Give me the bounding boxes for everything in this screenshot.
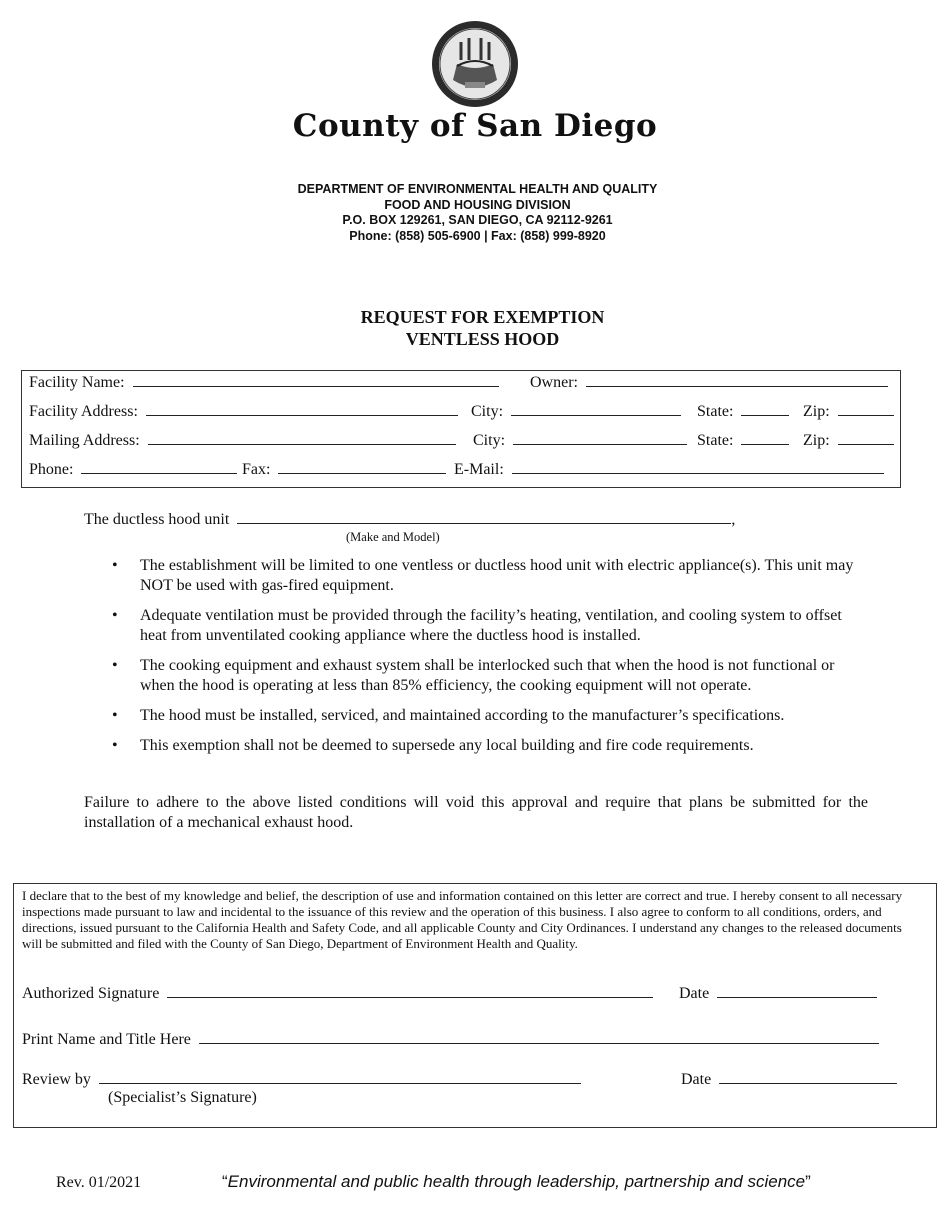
review-date-label: Date — [681, 1071, 712, 1088]
authorized-signature-field[interactable] — [167, 983, 653, 998]
print-name-label: Print Name and Title Here — [22, 1031, 191, 1048]
failure-notice: Failure to adhere to the above listed conditions will void this approval and require that plans be submitted for the installation of a mechanical exhaust hood. — [84, 794, 868, 831]
mailing-city-field[interactable] — [513, 430, 687, 445]
facility-state-field[interactable] — [741, 401, 789, 416]
form-title — [0, 306, 950, 350]
form-title-line1: REQUEST FOR EXEMPTION — [360, 307, 605, 327]
condition-item: • Adequate ventilation must be provided through the facility’s heating, ventilation, and cooling system to offset heat from unventilated cooking appliance where the ductless hood is installed. — [112, 606, 872, 646]
motto-open-quote: “ — [222, 1172, 228, 1191]
fax-label: Fax: — [242, 461, 271, 478]
division-name: FOOD AND HOUSING DIVISION — [384, 197, 571, 212]
county-seal-logo — [431, 20, 519, 108]
facility-state-label: State: — [697, 403, 734, 420]
motto-close-quote: ” — [805, 1172, 811, 1191]
make-model-caption: (Make and Model) — [346, 530, 440, 544]
email-field[interactable] — [512, 459, 884, 474]
fax-field[interactable] — [278, 459, 446, 474]
make-model-field[interactable] — [237, 509, 731, 524]
review-date-field[interactable] — [719, 1069, 897, 1084]
revision-label: Rev. 01/2021 — [56, 1174, 142, 1191]
signature-date-field[interactable] — [717, 983, 877, 998]
facility-info-box — [21, 370, 901, 488]
county-name-heading: County of San Diego — [292, 108, 658, 144]
form-title-line2: VENTLESS HOOD — [405, 329, 560, 349]
review-by-field[interactable] — [99, 1069, 581, 1084]
condition-item: • The establishment will be limited to one ventless or ductless hood unit with electric appliance(s). This unit may NOT be used with gas-fired equipment. — [112, 556, 872, 596]
declaration-box — [13, 883, 937, 1128]
signature-date-label: Date — [679, 985, 710, 1002]
ductless-hood-row: The ductless hood unit , — [84, 511, 736, 528]
motto-text: Environmental and public health through leadership, partnership and science — [227, 1172, 806, 1191]
review-by-label: Review by — [22, 1071, 91, 1088]
department-header — [0, 182, 950, 244]
print-name-field[interactable] — [199, 1029, 879, 1044]
specialist-signature-caption: (Specialist’s Signature) — [108, 1089, 257, 1106]
declaration-text: I declare that to the best of my knowledge and belief, the description of use and information contained on this letter are correct and true. I hereby consent to all necessary inspections made pursuant to law and incidental to the issuance of this review and the operation of this business. I also agree to conform to all conditions, orders, and directions, issued pursuant to the California Health and Safety Code, and all applicable County and City Ordinances. I understand any changes to the released documents will be submitted and filed with the County of San Diego, Department of Environment Health and Quality. — [22, 888, 903, 951]
mailing-state-label: State: — [697, 432, 734, 449]
department-name: DEPARTMENT OF ENVIRONMENTAL HEALTH AND QUALITY — [297, 182, 658, 196]
facility-address-field[interactable] — [146, 401, 458, 416]
mailing-city-label: City: — [473, 432, 506, 449]
email-label: E-Mail: — [454, 461, 504, 478]
ductless-hood-label: The ductless hood unit — [84, 511, 230, 528]
facility-name-field[interactable] — [133, 372, 499, 387]
mailing-address: P.O. BOX 129261, SAN DIEGO, CA 92112-9261 — [342, 213, 613, 227]
facility-city-field[interactable] — [511, 401, 681, 416]
facility-city-label: City: — [471, 403, 504, 420]
condition-item: • This exemption shall not be deemed to supersede any local building and fire code requirements. — [112, 736, 872, 756]
facility-zip-field[interactable] — [838, 401, 894, 416]
owner-label: Owner: — [530, 374, 578, 391]
mailing-state-field[interactable] — [741, 430, 789, 445]
authorized-signature-label: Authorized Signature — [22, 985, 160, 1002]
mailing-zip-label: Zip: — [803, 432, 830, 449]
contact-numbers: Phone: (858) 505-6900 | Fax: (858) 999-8920 — [349, 228, 606, 243]
mailing-address-label: Mailing Address: — [29, 432, 140, 449]
condition-item: • The cooking equipment and exhaust system shall be interlocked such that when the hood is not functional or when the hood is operating at less than 85% efficiency, the cooking equipment will not operate. — [112, 656, 872, 696]
facility-zip-label: Zip: — [803, 403, 830, 420]
condition-item: • The hood must be installed, serviced, and maintained according to the manufacturer’s specifications. — [112, 706, 872, 726]
facility-address-label: Facility Address: — [29, 403, 138, 420]
owner-field[interactable] — [586, 372, 888, 387]
phone-label: Phone: — [29, 461, 74, 478]
footer-motto — [222, 1172, 811, 1192]
phone-field[interactable] — [81, 459, 237, 474]
mailing-zip-field[interactable] — [838, 430, 894, 445]
conditions-list — [112, 556, 872, 766]
facility-name-label: Facility Name: — [29, 374, 125, 391]
mailing-address-field[interactable] — [148, 430, 456, 445]
